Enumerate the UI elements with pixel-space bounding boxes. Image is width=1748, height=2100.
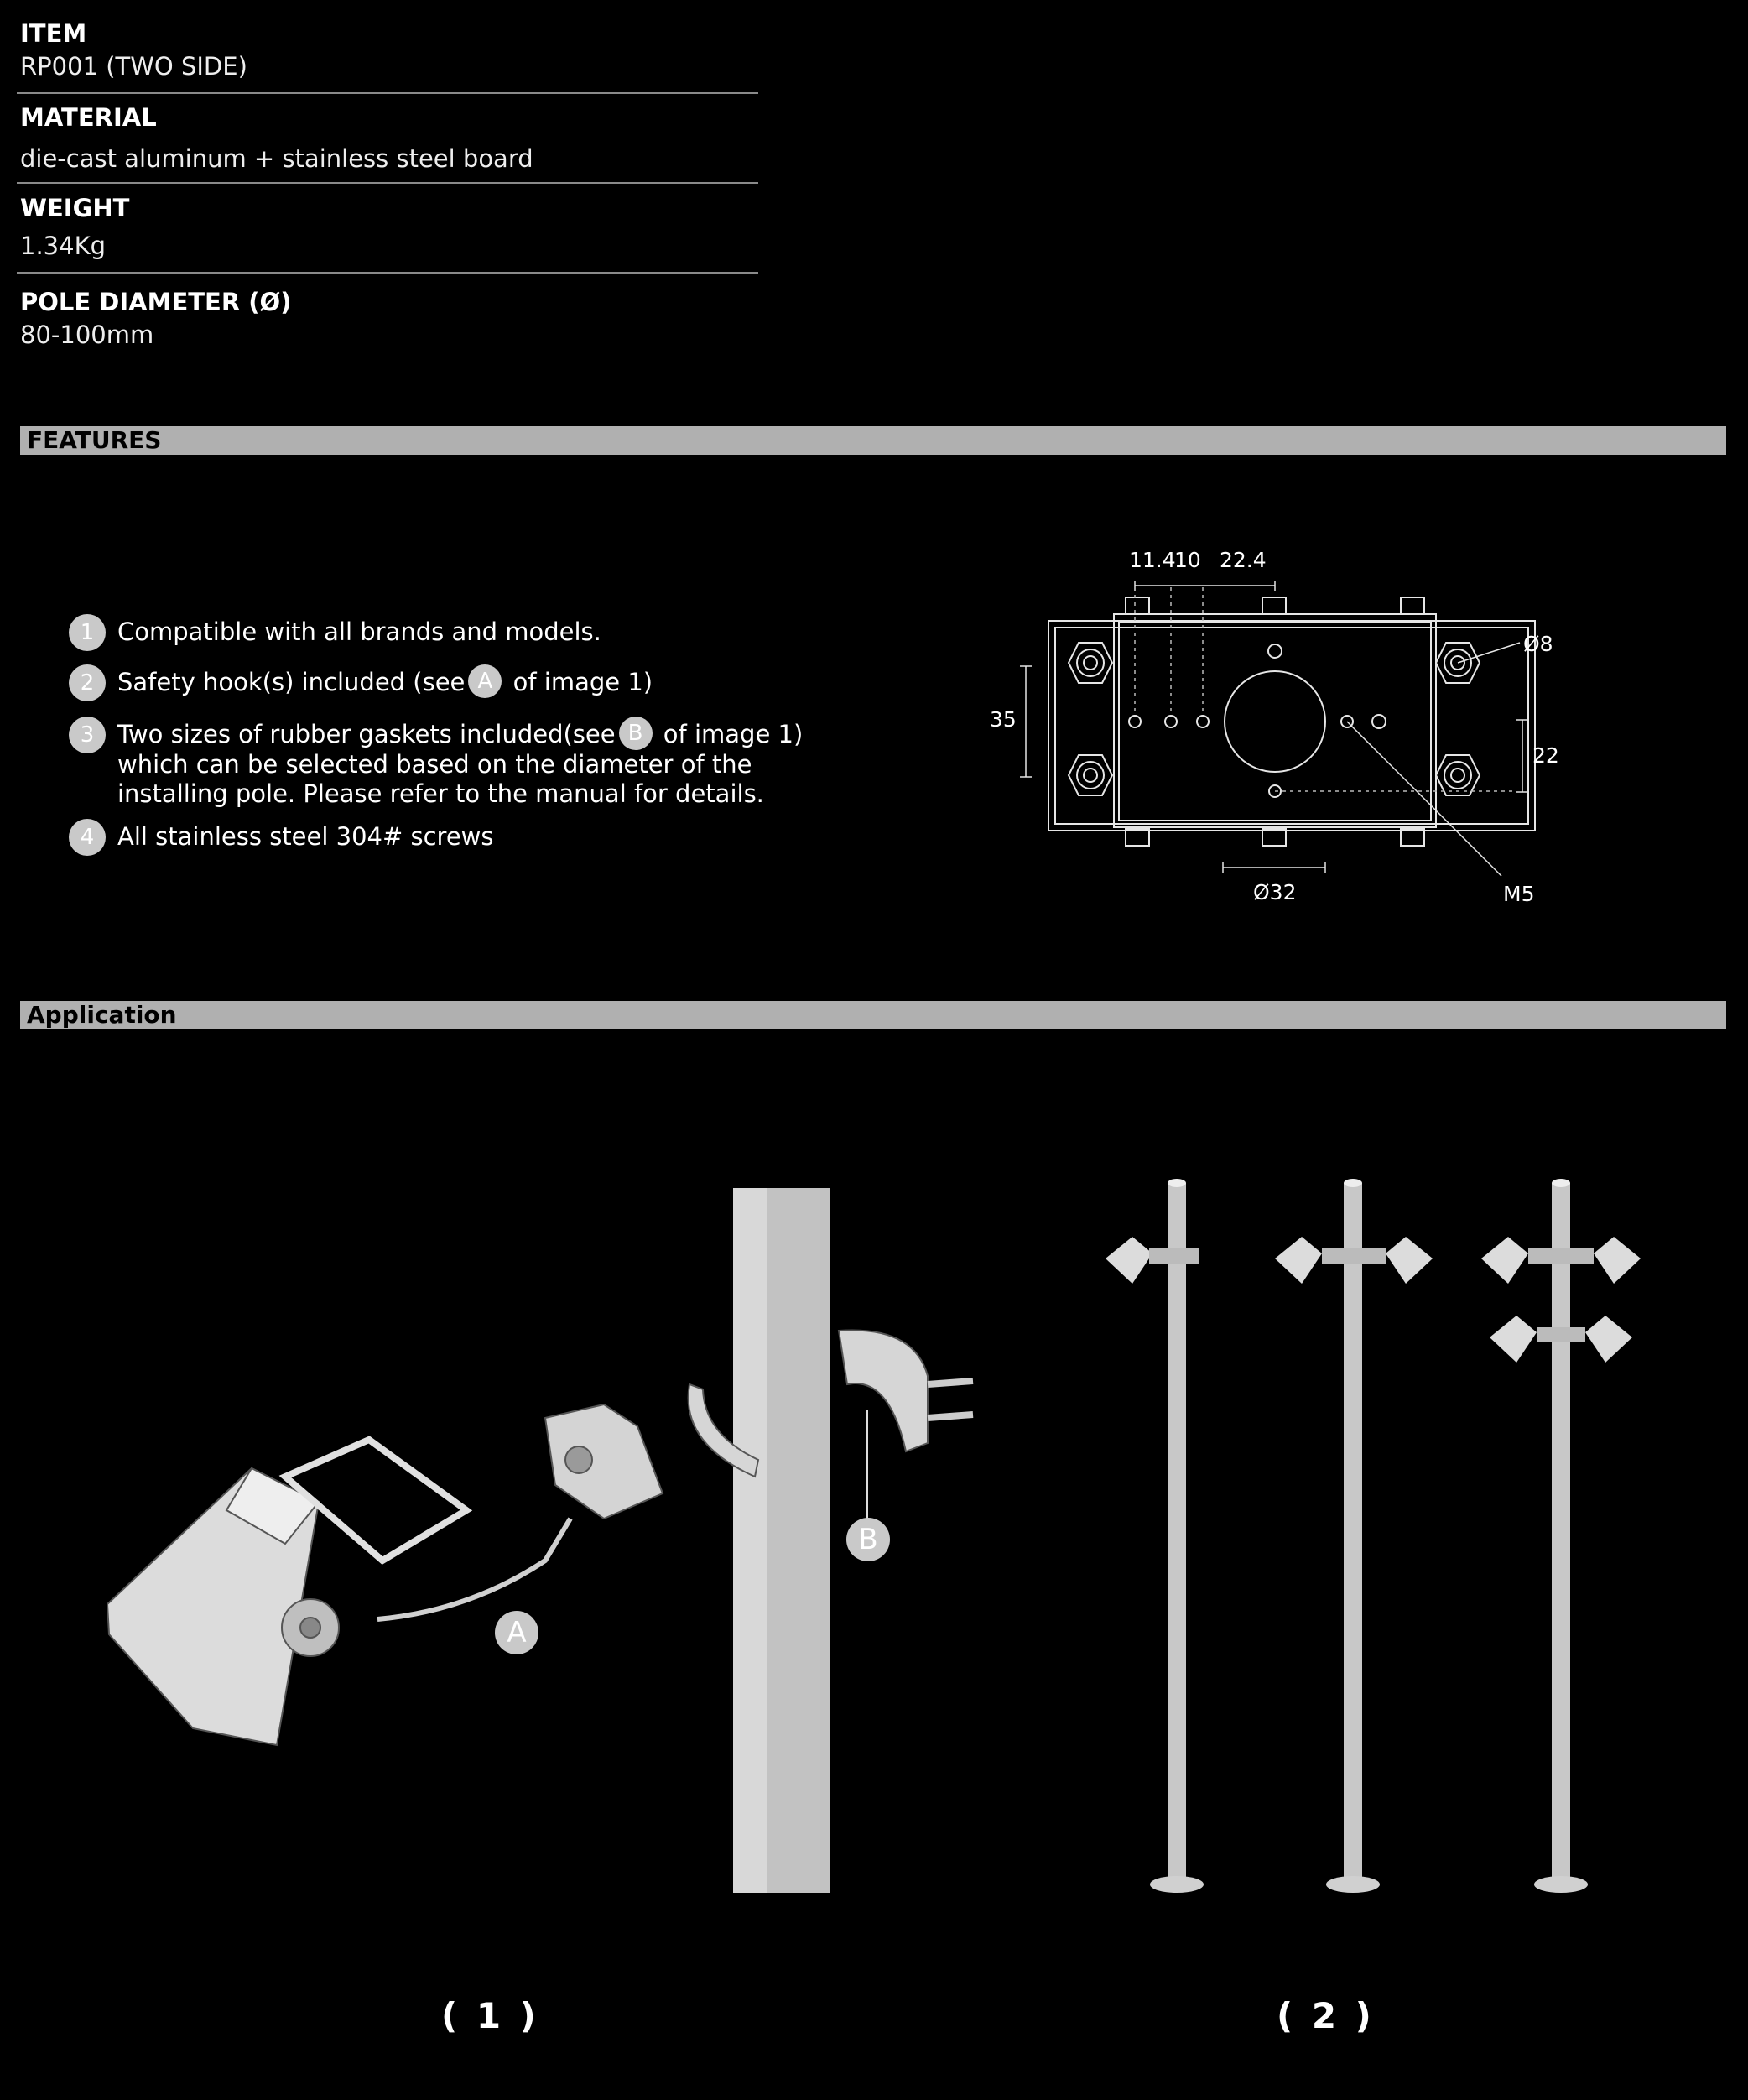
dimension-label: 11.4 [1129,548,1176,572]
spec-weight-label: WEIGHT [20,194,130,222]
feature-number-badge: 3 [69,717,106,753]
feature-number-badge: 1 [69,614,106,651]
spec-item-label: ITEM [20,19,87,48]
spec-weight-value: 1.34Kg [20,232,106,260]
spec-pole-label: POLE DIAMETER (Ø) [20,288,292,316]
figure-label-2: ( 2 ) [1277,1995,1375,2036]
bracket-inner [1119,623,1431,821]
feature-text-part: Two sizes of rubber gaskets included(see [117,720,616,748]
spec-material [20,103,758,173]
dimension-label: Ø32 [1253,880,1297,904]
feature-text-part: of image 1) [655,720,804,748]
feature-text [117,720,803,809]
callout-b-badge: B [619,717,653,750]
bracket-body [1114,614,1436,827]
pole-clamp-half [689,1384,758,1477]
spec-weight [20,196,758,258]
spec-item [20,19,758,81]
feature-number-badge: 4 [69,819,106,856]
hex-nut [1069,643,1112,683]
feature-text-line: installing pole. Please refer to the manual for details. [117,779,764,808]
hex-nut [1436,643,1480,683]
divider [17,272,758,274]
pole-four-lights [1481,1179,1641,1893]
center-hole [1225,671,1325,772]
dimension-label: 10 [1174,548,1201,572]
dimension-label: M5 [1503,882,1535,906]
tab [1401,829,1424,846]
feature-text-part: of image 1) [505,668,653,696]
divider [17,182,758,184]
spec-item-value: RP001 (TWO SIDE) [20,52,247,81]
hole [1341,716,1353,727]
pole-clamp-half [839,1330,973,1451]
figure-label-1: ( 1 ) [441,1995,539,2036]
hole [1268,644,1282,658]
dimension-label: 22 [1532,743,1559,768]
hole [1197,716,1209,727]
tab [1126,597,1149,614]
feature-text: Compatible with all brands and models. [117,617,601,646]
divider [17,92,758,94]
tab [1262,829,1286,846]
spec-material-value: die-cast aluminum + stainless steel board [20,144,533,173]
hole [1372,715,1386,728]
floodlight [107,1440,466,1745]
spec-material-label: MATERIAL [20,103,157,132]
pole-two-lights [1275,1179,1433,1893]
tab [1126,829,1149,846]
dimension-label: 35 [990,707,1017,732]
tab [1401,597,1424,614]
callout-a-badge: A [468,664,502,698]
feature-text-part: Safety hook(s) included (see [117,668,466,696]
application-header: Application [20,1001,1726,1029]
tab [1262,597,1286,614]
mount-plate-inner [1055,628,1528,824]
feature-text: All stainless steel 304# screws [117,822,494,851]
feature-text-line: which can be selected based on the diameter of the [117,750,752,779]
spec-pole-value: 80-100mm [20,320,154,349]
feature-number-badge: 2 [69,664,106,701]
callout-b-badge: B [846,1518,890,1561]
safety-cable [377,1519,570,1619]
feature-text [117,668,653,698]
pole-highlight [733,1188,767,1893]
features-header: FEATURES [20,426,1726,455]
hex-nut [1436,755,1480,795]
hole [1129,716,1141,727]
hex-nut [1069,755,1112,795]
dimension-label: Ø8 [1523,632,1553,656]
hole [1269,785,1281,797]
pole-one-light [1106,1179,1204,1893]
hole [1165,716,1177,727]
spec-pole-diameter [20,290,758,347]
mount-bracket [545,1404,663,1519]
mount-plate-outline [1048,621,1535,831]
callout-a-badge: A [495,1611,538,1654]
pole-cutaway [733,1188,830,1893]
dimension-label: 22.4 [1220,548,1267,572]
